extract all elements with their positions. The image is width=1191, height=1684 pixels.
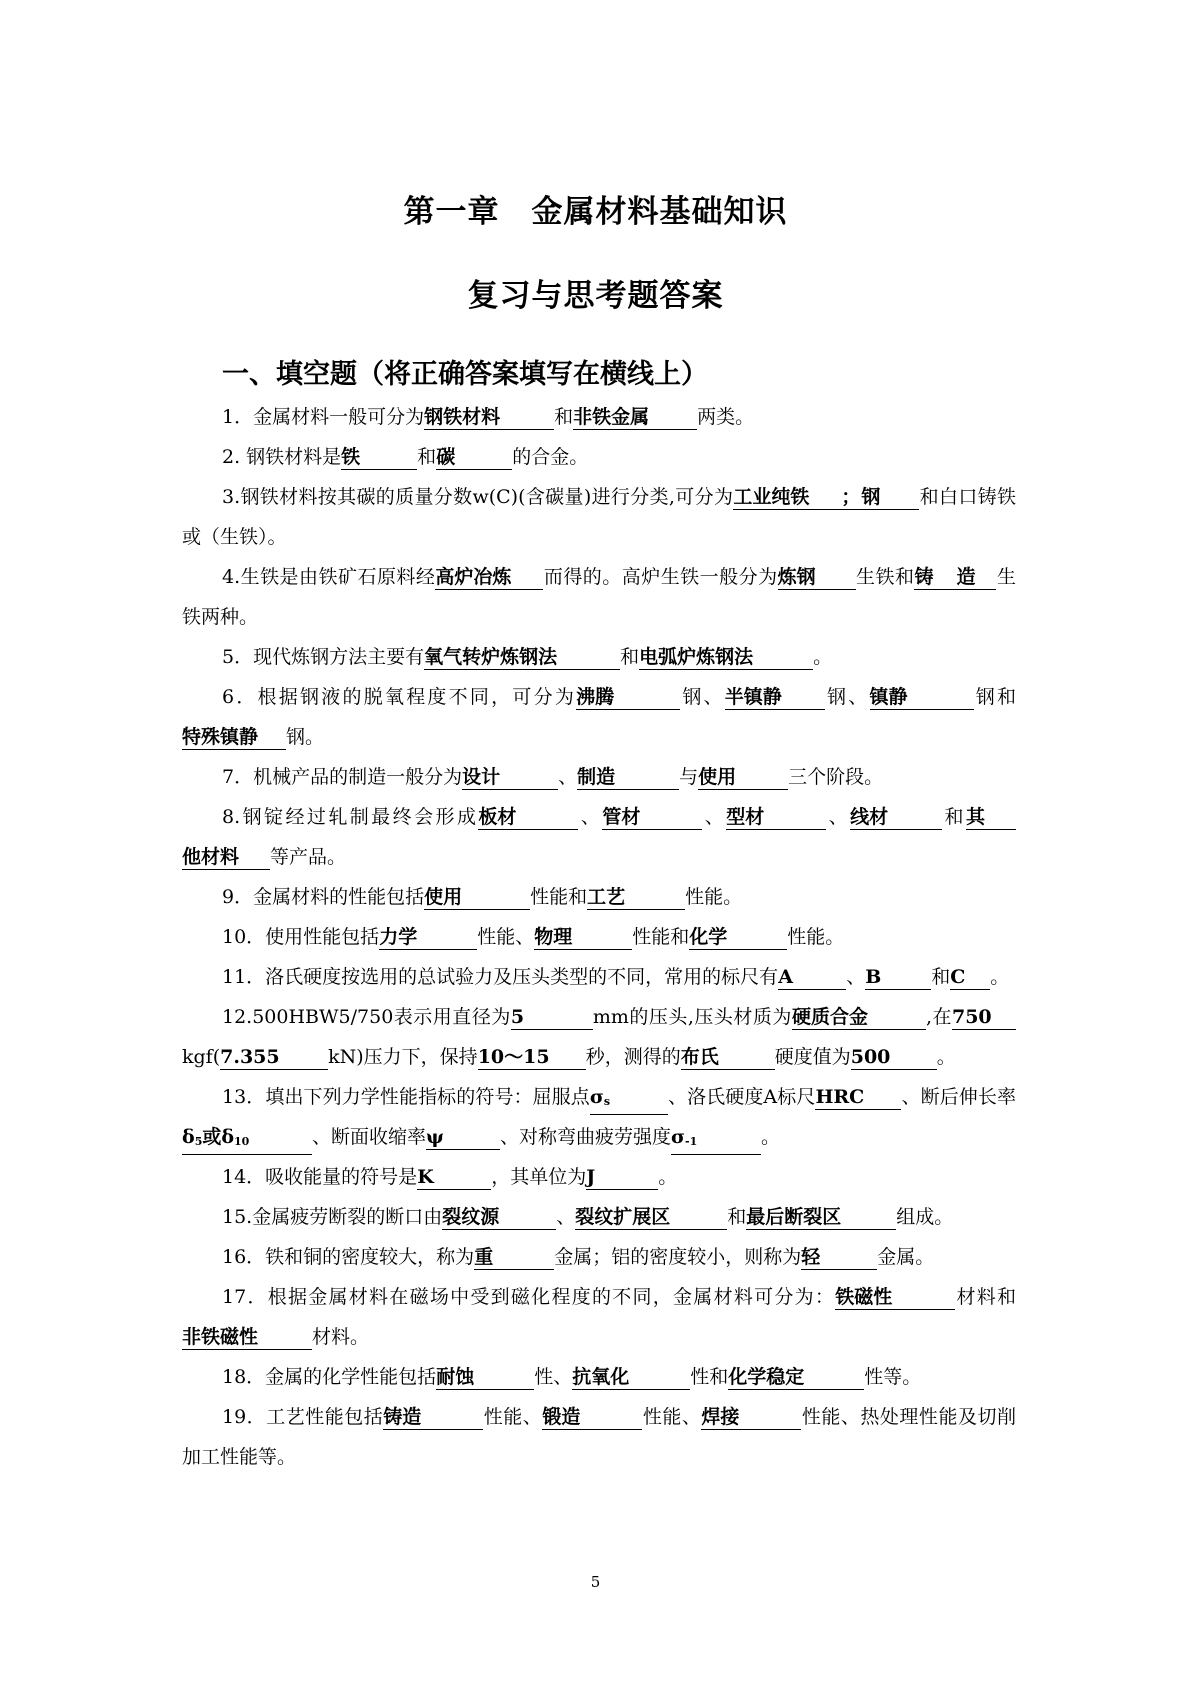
- answer-blank: 布氏: [681, 1045, 775, 1070]
- answer-blank: 锻造: [542, 1405, 642, 1430]
- question-17: 17．根据金属材料在磁场中受到磁化程度的不同，金属材料可分为：铁磁性 材料和非铁磁性 材料。: [182, 1286, 1016, 1348]
- answer-blank: 型材: [726, 805, 826, 830]
- answer-blank: 其: [966, 805, 1016, 830]
- answer-blank: 物理: [534, 925, 632, 950]
- answer-blank: 耐蚀: [436, 1365, 534, 1390]
- question-9: 9．金属材料的性能包括使用 性能和工艺 性能。: [222, 886, 743, 908]
- answer-blank: 制造: [577, 765, 679, 790]
- answer-blank: 硬质合金: [792, 1005, 926, 1030]
- answer-blank: 铸: [914, 565, 956, 590]
- question-2: 2. 钢铁材料是铁 和碳 的合金。: [222, 446, 589, 468]
- question-10: 10．使用性能包括力学 性能、物理 性能和化学 性能。: [222, 926, 845, 948]
- question-15: 15.金属疲劳断裂的断口由裂纹源 、裂纹扩展区 和最后断裂区 组成。: [222, 1206, 954, 1228]
- question-13: 13．填出下列力学性能指标的符号：屈服点$\sigma_s$ 、洛氏硬度A标尺HRC 、断后伸长率$\delta_5$或$\delta_{10}$ 、断面收缩率ψ 、对称弯曲疲劳强度$\sigma_{-1}$ 。: [182, 1077, 1016, 1157]
- answer-blank: 半镇静: [725, 685, 825, 710]
- answer-blank: 7.355: [220, 1045, 328, 1070]
- answer-blank: 化学: [689, 925, 787, 950]
- answer-blank: 铁磁性: [835, 1285, 955, 1310]
- answer-blank: 5: [511, 1005, 593, 1030]
- answer-blank: C: [950, 965, 990, 990]
- answer-blank: 镇静: [870, 685, 974, 710]
- answer-blank: $\delta_5$或$\delta_{10}$: [182, 1125, 312, 1155]
- question-3: 3.钢铁材料按其碳的质量分数w(C)(含碳量)进行分类,可分为工业纯铁 ；钢 和白口铸铁或（生铁）。: [182, 486, 1016, 548]
- answer-blank: 使用: [424, 885, 530, 910]
- answer-blank: $\sigma_s$: [590, 1085, 668, 1115]
- chapter-title: 第一章 金属材料基础知识: [403, 194, 788, 230]
- answer-blank: 碳: [436, 445, 512, 470]
- question-12: 12.500HBW5/750表示用直径为5 mm的压头,压头材质为硬质合金 ,在750kgf(7.355 kN)压力下，保持10～15 秒，测得的布氏 硬度值为500 。: [182, 997, 1016, 1077]
- answer-blank: 化学稳定: [728, 1365, 864, 1390]
- answer-blank: ψ: [426, 1125, 500, 1150]
- question-19: 19．工艺性能包括铸造 性能、锻造 性能、焊接 性能、热处理性能及切削加工性能等。: [182, 1406, 1016, 1468]
- answer-blank: 铁: [341, 445, 417, 470]
- answer-blank: 500: [851, 1045, 937, 1070]
- answer-blank: 设计: [462, 765, 558, 790]
- answer-blank: B: [865, 965, 931, 990]
- question-14: 14．吸收能量的符号是K ，其单位为J 。: [222, 1166, 678, 1188]
- answer-blank: 工业纯铁: [733, 485, 841, 510]
- answer-blank: 轻: [801, 1245, 877, 1270]
- question-1: 1．金属材料一般可分为钢铁材料 和非铁金属 两类。: [222, 406, 755, 428]
- answer-blank: 抗氧化: [572, 1365, 690, 1390]
- answer-blank: 工艺: [587, 885, 685, 910]
- answer-blank: 特殊镇静: [182, 725, 286, 750]
- answer-blank: K: [417, 1165, 491, 1190]
- question-8: 8.钢锭经过轧制最终会形成板材 、管材 、型材 、线材 和其他材料 等产品。: [182, 797, 1016, 877]
- section-heading: 一、填空题（将正确答案填写在横线上）: [222, 359, 708, 390]
- answer-blank: 管材: [602, 805, 702, 830]
- answer-blank: 裂纹扩展区: [575, 1205, 727, 1230]
- question-6: 6．根据钢液的脱氧程度不同，可分为沸腾 钢、半镇静 钢、镇静 钢和特殊镇静 钢。: [182, 686, 1016, 748]
- question-7: 7．机械产品的制造一般分为设计 、制造 与使用 三个阶段。: [222, 766, 884, 788]
- answer-blank: 线材: [850, 805, 942, 830]
- answer-blank: 非铁磁性: [182, 1325, 312, 1350]
- answer-blank: $\sigma_{-1}$: [671, 1125, 761, 1155]
- answer-blank: 使用: [698, 765, 788, 790]
- question-5: 5．现代炼钢方法主要有氧气转炉炼钢法 和电弧炉炼钢法 。: [222, 646, 833, 668]
- answer-blank: 750: [952, 1005, 1016, 1030]
- answer-blank: J: [586, 1165, 658, 1190]
- answer-blank: A: [778, 965, 846, 990]
- answer-blank: 10～15: [478, 1045, 586, 1070]
- question-list: [182, 397, 1016, 1477]
- answer-blank: 炼钢: [778, 565, 856, 590]
- page-number: 5: [590, 1573, 601, 1591]
- question-16: 16．铁和铜的密度较大，称为重 金属；铝的密度较小，则称为轻 金属。: [222, 1246, 935, 1268]
- answer-blank: 钢铁材料: [424, 405, 554, 430]
- answer-blank: 氧气转炉炼钢法: [424, 645, 620, 670]
- answer-blank: 裂纹源: [442, 1205, 556, 1230]
- answer-blank: 沸腾: [576, 685, 680, 710]
- question-11: 11．洛氏硬度按选用的总试验力及压头类型的不同，常用的标尺有A 、B 和C 。: [222, 966, 1010, 988]
- answer-blank: 高炉冶炼: [435, 565, 543, 590]
- document-subtitle: 复习与思考题答案: [467, 278, 724, 314]
- answer-blank: HRC: [815, 1085, 901, 1110]
- answer-blank: 钢: [861, 485, 919, 510]
- question-18: 18．金属的化学性能包括耐蚀 性、抗氧化 性和化学稳定 性等。: [222, 1366, 922, 1388]
- question-4: 4.生铁是由铁矿石原料经高炉冶炼 而得的。高炉生铁一般分为炼钢 生铁和铸 造 生铁两种。: [182, 566, 1016, 628]
- answer-blank: 力学: [379, 925, 477, 950]
- answer-blank: 电弧炉炼钢法: [639, 645, 813, 670]
- answer-blank: 重: [474, 1245, 554, 1270]
- answer-blank: 板材: [478, 805, 578, 830]
- answer-blank: 最后断裂区: [746, 1205, 896, 1230]
- answer-blank: 铸造: [383, 1405, 483, 1430]
- answer-blank: 焊接: [701, 1405, 801, 1430]
- answer-blank: 非铁金属: [573, 405, 697, 430]
